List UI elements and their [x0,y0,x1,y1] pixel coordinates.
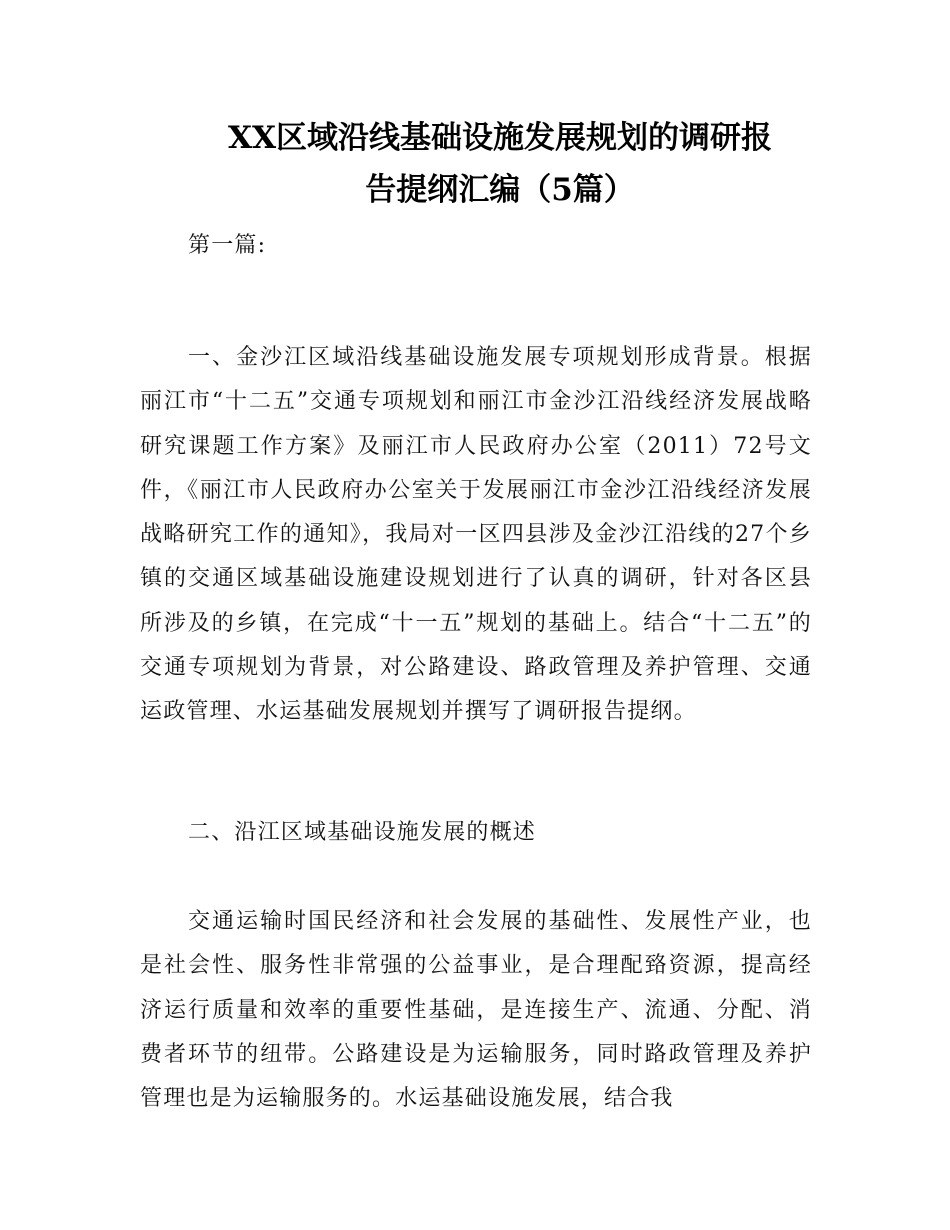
paragraph-background: 一、金沙江区域沿线基础设施发展专项规划形成背景。根据丽江市“十二五”交通专项规划和丽江市金沙江沿线经济发展战略研究课题工作方案》及丽江市人民政府办公室（2011）72号文件，《丽江市人民政府办公室关于发展丽江市金沙江沿线经济发展战略研究工作的通知》，我局对一区四县涉及金沙江沿线的27个乡镇的交通区域基础设施建设规划进行了认真的调研，针对各区县所涉及的乡镇，在完成“十一五”规划的基础上。结合“十二五”的交通专项规划为背景，对公路建设、路政管理及养护管理、交通运政管理、水运基础发展规划并撰写了调研报告提纲。 [140,345,812,725]
document-title [140,112,860,216]
title-line-2: 告提纲汇编（5篇） [365,172,635,208]
section-heading-overview: 二、沿江区域基础设施发展的概述 [188,820,537,845]
paragraph-overview: 交通运输时国民经济和社会发展的基础性、发展性产业，也是社会性、服务性非常强的公益事业，是合理配臵资源，提高经济运行质量和效率的重要性基础，是连接生产、流通、分配、消费者环节的纽带。公路建设是为运输服务，同时路政管理及养护管理也是为运输服务的。水运基础设施发展，结合我 [140,909,812,1112]
title-line-1: XX区域沿线基础设施发展规划的调研报 [227,120,773,156]
section-label: 第一篇: [188,233,267,258]
